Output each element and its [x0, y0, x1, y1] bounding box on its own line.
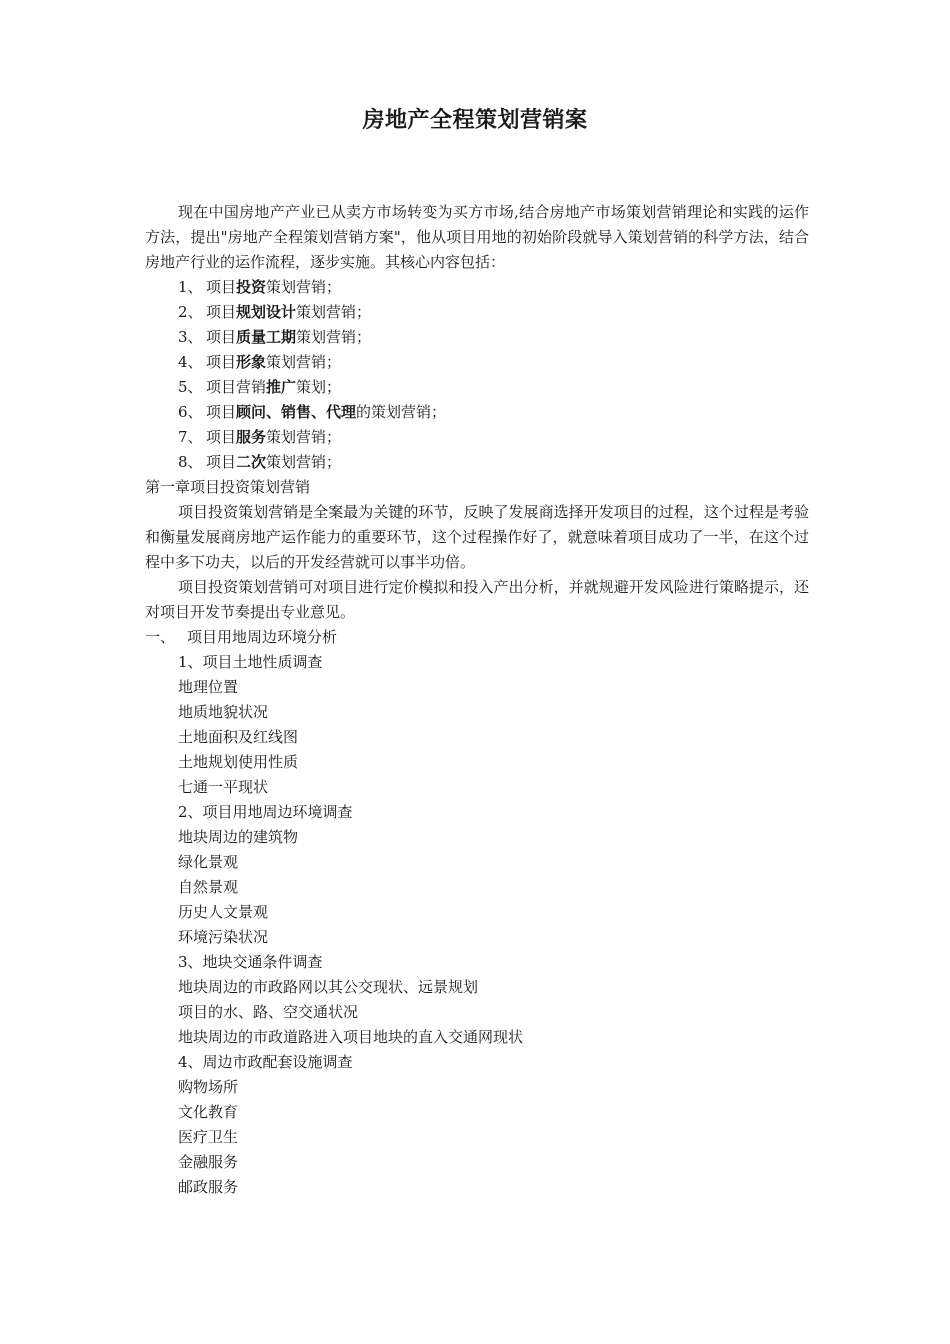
list-item: 绿化景观	[178, 853, 239, 871]
list-item: 地理位置	[178, 678, 239, 696]
list-item: 购物场所	[178, 1078, 239, 1096]
list-item: 自然景观	[178, 878, 239, 896]
subsection-municipal-facilities	[145, 1050, 809, 1200]
subsection-land-nature	[145, 650, 809, 800]
intro-paragraph: 现在中国房地产产业已从卖方市场转变为买方市场,结合房地产市场策划营销理论和实践的运作方法，提出"房地产全程策划营销方案"，他从项目用地的初始阶段就导入策划营销的科学方法，结合房地产行业的运作流程，逐步实施。其核心内容包括：	[145, 203, 809, 271]
list-item: 1、 项目投资策划营销；	[178, 278, 342, 296]
list-item: 历史人文景观	[178, 903, 269, 921]
subsection-heading: 1、项目土地性质调查	[178, 653, 323, 671]
list-item: 地块周边的建筑物	[178, 828, 299, 846]
list-item: 3、 项目质量工期策划营销；	[178, 328, 372, 346]
list-item: 6、 项目顾问、销售、代理的策划营销；	[178, 403, 447, 421]
list-item: 邮政服务	[178, 1178, 239, 1196]
section-heading: 一、 项目用地周边环境分析	[145, 628, 338, 646]
list-item: 地质地貌状况	[178, 703, 269, 721]
list-item: 7、 项目服务策划营销；	[178, 428, 342, 446]
list-item: 地块周边的市政道路进入项目地块的直入交通网现状	[178, 1028, 524, 1046]
list-item: 土地面积及红线图	[178, 728, 299, 746]
list-item: 5、 项目营销推广策划；	[178, 378, 342, 396]
subsection-heading: 2、项目用地周边环境调查	[178, 803, 353, 821]
list-item: 2、 项目规划设计策划营销；	[178, 303, 372, 321]
subsection-surroundings	[145, 800, 809, 950]
list-item: 医疗卫生	[178, 1128, 239, 1146]
list-item: 文化教育	[178, 1103, 239, 1121]
list-item: 地块周边的市政路网以其公交现状、远景规划	[178, 978, 479, 996]
page-title: 房地产全程策划营销案	[362, 107, 588, 133]
list-item: 项目的水、路、空交通状况	[178, 1003, 359, 1021]
document-body	[145, 200, 809, 1200]
subsection-heading: 3、地块交通条件调查	[178, 953, 323, 971]
chapter-paragraph: 项目投资策划营销是全案最为关键的环节，反映了发展商选择开发项目的过程，这个过程是考验和衡量发展商房地产运作能力的重要环节，这个过程操作好了，就意味着项目成功了一半，在这个过程中多下功夫，以后的开发经营就可以事半功倍。	[145, 503, 809, 571]
list-item: 4、 项目形象策划营销；	[178, 353, 342, 371]
list-item: 土地规划使用性质	[178, 753, 299, 771]
subsection-traffic	[145, 950, 809, 1050]
list-item: 七通一平现状	[178, 778, 269, 796]
chapter-heading: 第一章项目投资策划营销	[145, 478, 311, 496]
list-item: 8、 项目二次策划营销；	[178, 453, 342, 471]
chapter-paragraph: 项目投资策划营销可对项目进行定价模拟和投入产出分析，并就规避开发风险进行策略提示，还对项目开发节奏提出专业意见。	[145, 578, 809, 621]
list-item: 金融服务	[178, 1153, 239, 1171]
list-item: 环境污染状况	[178, 928, 269, 946]
subsection-heading: 4、周边市政配套设施调查	[178, 1053, 353, 1071]
core-content-list	[145, 275, 809, 475]
